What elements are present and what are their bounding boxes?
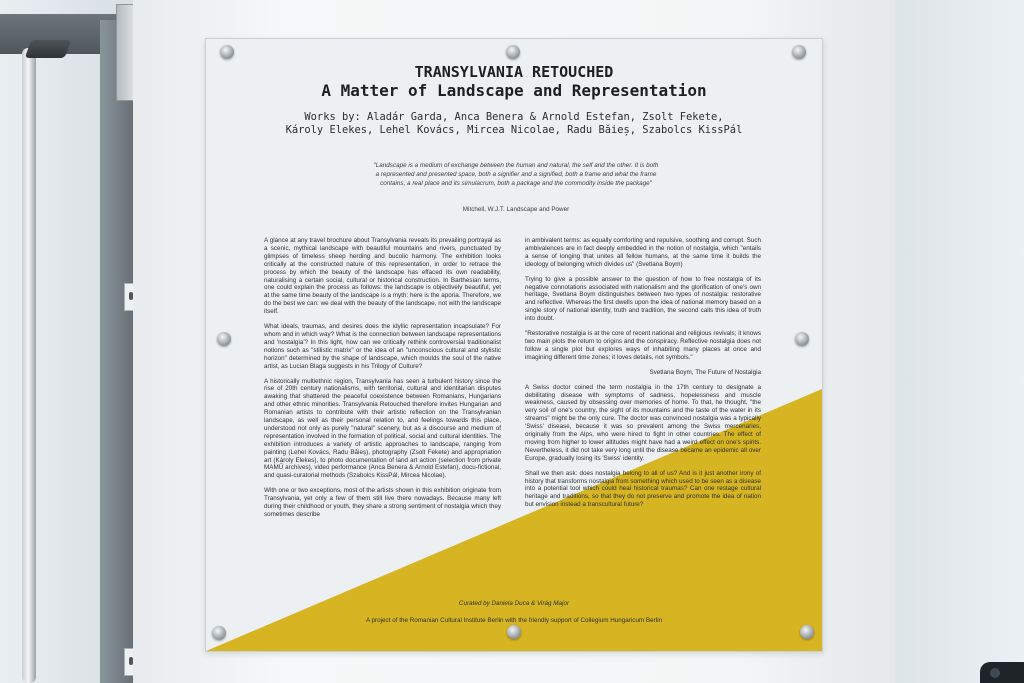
boym-signature: Svetlana Boym, The Future of Nostalgia	[649, 368, 761, 376]
paragraph: What ideals, traumas, and desires does the idyllic representation incapsulate? For whom and in which way? What is the connection between landscape representations and 'nostalgia'? In this light, how can we critically rethink controversial traditionalist notions such as "stilistic matrix" or the idea of an "unconscious cultural and stylistic horizon" determined by the shape of landscape, which moulds the soul of the native artist, as Lucian Blaga suggests in his Trilogy of Culture?	[264, 323, 501, 370]
panel-title: TRANSYLVANIA RETOUCHED	[414, 63, 614, 81]
paragraph: Trying to give a possible answer to the question of how to free nostalgia of its negative connotations associated with nationalism and the glorification of one's own heritage, Svetlana Boym distinguishes between two types of nostalgia: restorative and reflective. Whereas the first dwells upon the idea of national memory based on a single story of national identity, truth and tradition, the second calls this idea of truth into doubt.	[525, 275, 761, 323]
bolt-icon	[212, 626, 226, 640]
exhibition-panel	[205, 38, 823, 652]
paragraph: A Swiss doctor coined the term nostalgia in the 17th century to designate a debilitating disease with symptoms of sadness, hopelessness and muscle weakness, caused by obsessing over memories of home. To that, he thought, "the very soil of one's country, the sight of its mountains and the taste of the water in its streams" might be the only cure. The doctor was convinced nostalgia was a typically 'Swiss' disease, because it was so prevalent among the Swiss mercenaries, originally from the Alps, who were hired to fight in other countries. The effect of moving from higher to lower altitudes might have had a weird effect on one's spirits. Nevertheless, it did not take very long until the disease became an epidemic all over Europe, gradually losing its 'Swiss' identity.	[525, 383, 761, 462]
artists-list	[206, 111, 822, 137]
paragraph: A historically multiethnic region, Transylvania has seen a turbulent history since the rise of 20th century nationalisms, with territorial, cultural and identitarian disputes awaking that shattered the peaceful coexistence between Romanians, Hungarians and other ethnic minorities. Transylvania Retouched therefore invites Hungarian and Romanian artists to contribute with their artistic reflection on the Transylvanian landscape, as well as their personal relation to, and feelings towards this place, understood not only as purely "natural" scenery, but as a discourse and medium of representation involved in the formation of political, social and cultural identities. The exhibition introduces a variety of artistic approaches to landscape, ranging from painting (Lehel Kovács, Radu Băieș), photography (Zsolt Fekete) and appropriation art (Károly Elekes), to photo documentation of land art action (selection from private MAMŰ archives), video performance (Anca Benera & Arnold Estefan), docu-fictional, and quasi-curatorial methods (Szabolcs KissPál, Mircea Nicolae).	[264, 377, 501, 480]
paragraph: "Restorative nostalgia is at the core of recent national and religious revivals; it knows two main plots the return to origins and the conspiracy. Reflective nostalgia does not follow a single plot but explores ways of inhabiting many places at once and imagining different time zones; it loves details, not symbols."	[525, 330, 761, 361]
text-column-right	[525, 237, 761, 516]
door-handle-bar	[22, 48, 36, 683]
window-right	[890, 0, 1024, 683]
project-credit: A project of the Romanian Cultural Institute Berlin with the friendly support of Collegium Hungaricum Berlin	[365, 617, 663, 624]
camera-icon	[980, 662, 1024, 683]
artists-line-1: Works by: Aladár Garda, Anca Benera & Arnold Estefan, Zsolt Fekete,	[304, 111, 724, 123]
bolt-icon	[217, 332, 231, 346]
panel-subtitle: A Matter of Landscape and Representation	[321, 81, 707, 100]
bolt-icon	[220, 45, 234, 59]
bolt-icon	[507, 625, 521, 639]
door-handle-cap	[25, 40, 72, 58]
bolt-icon	[800, 625, 814, 639]
text-column-left	[264, 237, 501, 526]
paragraph: A glance at any travel brochure about Transylvania reveals its prevailing portrayal as a scenic, mythical landscape with beautiful mountains and rivers, punctuated by glimpses of timeless sheep herding and bucolic harmony. The exhibition looks critically at the constructed nature of this representation, in order to retrace the process by which the beauty of the landscape has effaced its own readability, naturalising a certain social, cultural or historical construction. In Barthesian terms, one could explain the process as follows: the landscape is objectively beautiful, yet at the same time beauty of the landscape is a myth: here is the aporia. Therefore, we do the best we can: we deal with the beauty of the landscape, not with the landscape itself.	[264, 237, 501, 316]
epigraph-source: Mitchell, W.J.T. Landscape and Power	[462, 206, 570, 213]
bolt-icon	[506, 45, 520, 59]
bolt-icon	[792, 45, 806, 59]
paragraph: With one or two exceptions, most of the artists shown in this exhibition originate from Transylvania, yet only a few of them still live there nowadays. Because many left during their childhood or youth, they share a strong sentiment of nostalgia which they sometimes describe	[264, 487, 501, 518]
curated-credit: Curated by Daniela Duca & Virág Major	[458, 600, 570, 607]
paragraph: Shall we then ask: does nostalgia belong to all of us? And is it just another irony of history that transforms nostalgia from something which used to be seen as a disease into a potential tool which could heal historical traumas? Can one restage cultural heritage and traditions, so that they do not preserve and promote the idea of nation but envision instead a transcultural future?	[525, 469, 761, 509]
bolt-icon	[795, 332, 809, 346]
artists-line-2: Károly Elekes, Lehel Kovács, Mircea Nicolae, Radu Băieș, Szabolcs KissPál	[285, 124, 743, 136]
epigraph-quote: "Landscape is a medium of exchange between the human and natural, the self and the other. It is both a represented and presented space, both a signifier and a signified, both a frame and what the frame contains, a real place and its simulacrum, both a package and the commodity inside the package"	[373, 162, 659, 187]
paragraph: in ambivalent terms: as equally comforting and repulsive, soothing and corrupt. Such ambivalences are in fact deeply embedded in the notion of nostalgia, which "entails a sense of longing that unites all fellow humans, at the same time it builds the ideology of belonging which divides us" (Svetlana Boym)	[525, 237, 761, 268]
